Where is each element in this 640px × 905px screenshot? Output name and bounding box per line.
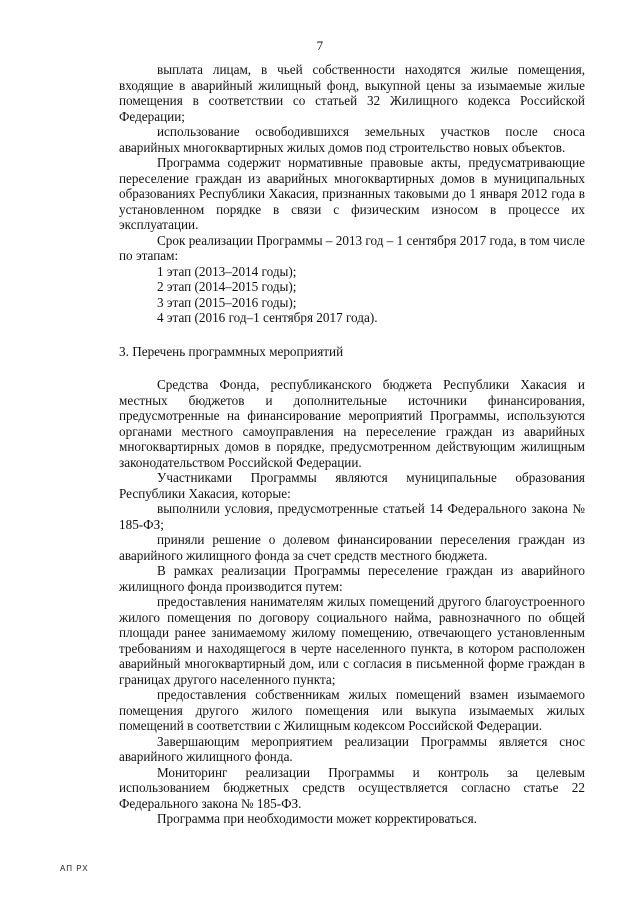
paragraph-program-term: Срок реализации Программы – 2013 год – 1 сентября 2017 года, в том числе по этапам: xyxy=(119,232,585,263)
document-body xyxy=(119,62,585,827)
paragraph-payment: выплата лицам, в чьей собственности находятся жилые помещения, входящие в аварийный жилищный фонд, выкупной цены за изымаемые жилые помещения в соответствии со статьей 32 Жилищного кодекса Российской Федерации; xyxy=(119,62,585,124)
stage-item: 3 этап (2015–2016 годы); xyxy=(157,294,297,310)
paragraph-adjustment: Программа при необходимости может корректироваться. xyxy=(157,811,477,826)
paragraph-owners: предоставления собственникам жилых помещений взамен изымаемого помещения другого жилого помещения или выкупа изымаемых жилых помещений в соответствии с Жилищным кодексом Российской Федерации. xyxy=(119,687,585,733)
paragraph-tenants: предоставления нанимателям жилых помещений другого благоустроенного жилого помещения по договору социального найма, равнозначного по общей площади ранее занимаемому жилому помещению, отвечающего установленным требованиям и находящегося в черте населенного пункта, в котором расположен аварийный многоквартирный дом, или с согласия в письменной форме граждан в границах другого населенного пункта; xyxy=(119,594,585,687)
section-heading: 3. Перечень программных мероприятий xyxy=(119,343,344,359)
paragraph-participants: Участниками Программы являются муниципальные образования Республики Хакасия, которые: xyxy=(119,470,585,501)
paragraph-resettlement-methods: В рамках реализации Программы переселение граждан из аварийного жилищного фонда производится путем: xyxy=(119,563,585,594)
paragraph-demolition: Завершающим мероприятием реализации Программы является снос аварийного жилищного фонда. xyxy=(119,733,585,764)
footer-mark: АП РХ xyxy=(60,864,89,873)
paragraph-program-content: Программа содержит нормативные правовые акты, предусматривающие переселение граждан из аварийных многоквартирных домов в муниципальных образованиях Республики Хакасия, признанных таковыми до 1 января 2012 года в установленном порядке в связи с физическим износом в процессе их эксплуатации. xyxy=(119,155,585,232)
paragraph-monitoring: Мониторинг реализации Программы и контроль за целевым использованием бюджетных средств осуществляется согласно статье 22 Федерального закона № 185-ФЗ. xyxy=(119,764,585,811)
paragraph-conditions: выполнили условия, предусмотренные статьей 14 Федерального закона № 185-ФЗ; xyxy=(119,501,585,532)
stage-item: 2 этап (2014–2015 годы); xyxy=(157,279,297,294)
paragraph-funding: Средства Фонда, республиканского бюджета Республики Хакасия и местных бюджетов и дополнительные источники финансирования, предусмотренные на финансирование мероприятий Программы, используются органами местного самоуправления на переселение граждан из аварийных многоквартирных домов в порядке, предусмотренном действующим жилищным законодательством Российской Федерации. xyxy=(119,377,585,470)
paragraph-land-use: использование освободившихся земельных участков после сноса аварийных многоквартирных жилых домов под строительство новых объектов. xyxy=(119,124,585,155)
stage-item: 4 этап (2016 год–1 сентября 2017 года). xyxy=(157,310,378,325)
stage-item: 1 этап (2013–2014 годы); xyxy=(157,263,297,279)
paragraph-co-financing: приняли решение о долевом финансировании переселения граждан из аварийного жилищного фонда за счет средств местного бюджета. xyxy=(119,532,585,563)
page-number: 7 xyxy=(316,38,324,53)
